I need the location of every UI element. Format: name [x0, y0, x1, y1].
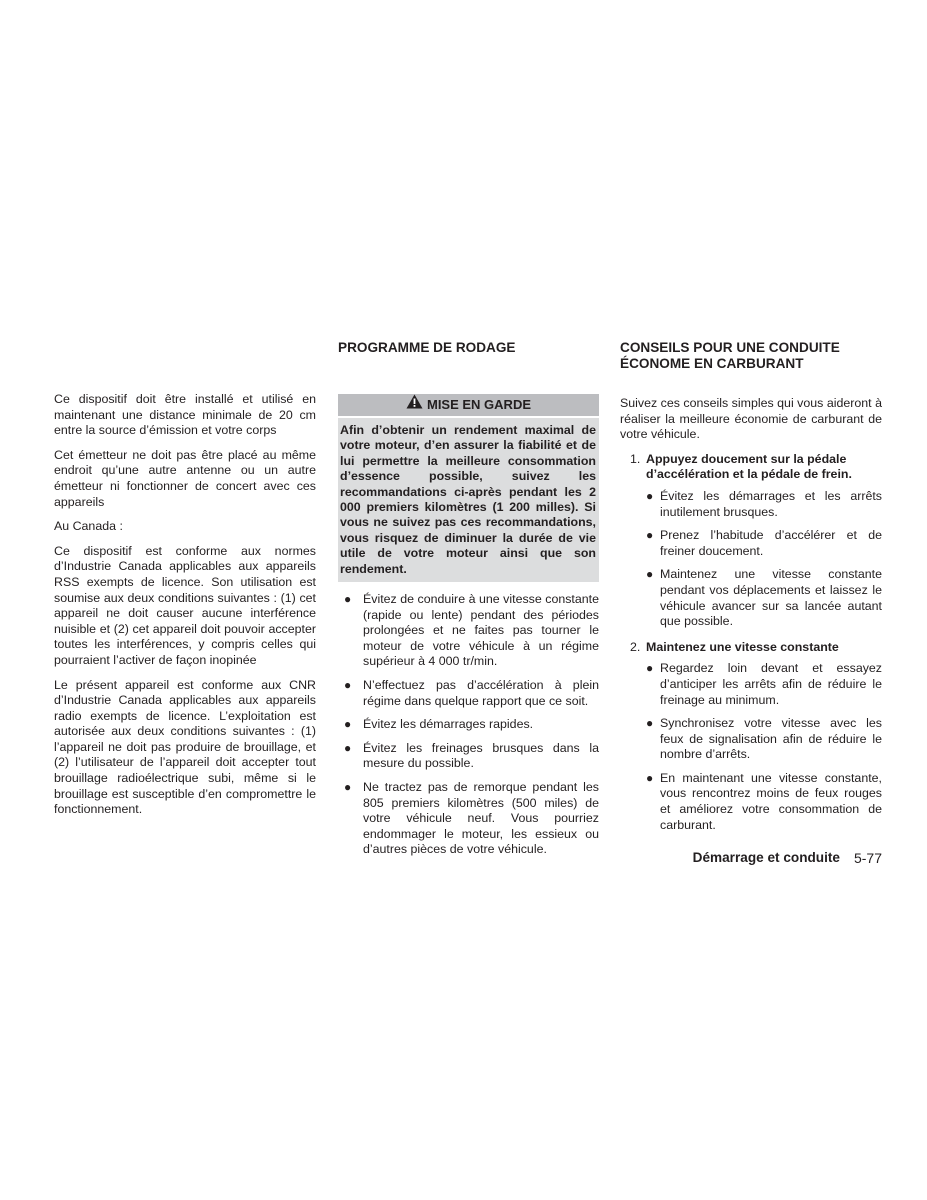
page-number: 5-77 — [853, 850, 882, 866]
bullet-icon: ● — [344, 740, 352, 755]
bullet-icon: ● — [646, 716, 654, 731]
list-item: ● En maintenant une vitesse constante, vous rencontrez moins de feux rouges et améliorez votre consommation de carburant. — [646, 770, 882, 832]
bullet-icon: ● — [646, 488, 654, 503]
bullet-icon: ● — [646, 567, 654, 582]
list-item: ● Synchronisez votre vitesse avec les feux de signalisation afin de réduire le nombre d’arrêts. — [646, 716, 882, 762]
paragraph: Le présent appareil est conforme aux CNR d’Industrie Canada applicables aux appareils radio exempts de licence. L’exploitation est autorisée aux deux conditions suivantes : (1) l’appareil ne doit pas produire de brouillage, et (2) l’utilisateur de l’appareil doit accepter tout brouillage radioélectrique subi, même si le brouillage est susceptible d’en compromettre le fonctionnement. — [54, 677, 316, 817]
left-column — [54, 392, 316, 827]
bullet-icon: ● — [646, 528, 654, 543]
bullet-icon: ● — [344, 592, 352, 607]
section-heading: CONSEILS POUR UNE CONDUITE ÉCONOME EN CARBURANT — [620, 340, 840, 371]
middle-column — [338, 340, 599, 866]
list-item: ● Évitez les démarrages et les arrêts inutilement brusques. — [646, 488, 882, 519]
warning-header — [338, 394, 599, 416]
numbered-item: 2. Maintenez une vitesse constante — [630, 639, 839, 654]
sub-list — [620, 661, 882, 833]
bullet-icon: ● — [344, 780, 352, 794]
rodage-list — [338, 592, 599, 858]
numbered-item: 1. Appuyez doucement sur la pédale d’accélération et la pédale de frein. — [630, 451, 852, 482]
bullet-icon: ● — [344, 678, 352, 693]
paragraph: Au Canada : — [54, 519, 123, 534]
list-item: ● Maintenez une vitesse constante pendant vos déplacements et laissez le véhicule avancer sur sa lancée autant que possible. — [646, 567, 882, 629]
intro-paragraph: Suivez ces conseils simples qui vous aideront à réaliser la meilleure économie de carburant de votre véhicule. — [620, 396, 882, 442]
list-item: ● Ne tractez pas de remorque pendant les 805 premiers kilomètres (500 miles) de votre véhicule neuf. Vous pourriez endommager le moteur, les essieux ou d’autres pièces de votre véhicule. — [344, 780, 599, 857]
paragraph: Ce dispositif doit être installé et utilisé en maintenant une distance minimale de 20 cm entre la source d’émission et votre corps — [54, 392, 316, 438]
warning-triangle-icon — [406, 394, 423, 416]
footer-section-title: Démarrage et conduite — [692, 850, 840, 865]
list-item: ● N’effectuez pas d’accélération à plein régime dans quelque rapport que ce soit. — [344, 678, 599, 708]
bullet-icon: ● — [646, 661, 654, 676]
paragraph: Cet émetteur ne doit pas être placé au même endroit qu’une autre antenne ou un autre émetteur ni fonctionner de concert avec ces appareils — [54, 447, 316, 509]
bullet-icon: ● — [344, 717, 352, 732]
warning-text: Afin d’obtenir un rendement maximal de votre moteur, d’en assurer la fiabilité et de lui permettre la meilleure consommation d’essence possible, suivez les recommandations ci-après pendant les 2 000 premiers kilomètres (1 200 milles). Si vous ne suivez pas ces recommandations, vous risquez de diminuer la durée de vie utile de votre moteur ainsi que son rendement. — [338, 418, 599, 582]
bullet-icon: ● — [646, 770, 654, 785]
warning-box — [338, 394, 599, 582]
right-column — [620, 340, 882, 843]
list-item: ● Évitez les démarrages rapides. — [344, 717, 534, 732]
page-footer — [693, 850, 882, 866]
warning-title: MISE EN GARDE — [426, 397, 531, 412]
list-item: ● Évitez les freinages brusques dans la mesure du possible. — [344, 740, 599, 771]
list-item: ● Évitez de conduire à une vitesse constante (rapide ou lente) pendant des périodes prolongées et ne faites pas tourner le moteur de votre véhicule à un régime supérieur à 4 000 tr/min. — [344, 592, 599, 669]
list-item: ● Regardez loin devant et essayez d’anticiper les arrêts afin de réduire le freinage au minimum. — [646, 661, 882, 707]
section-heading: PROGRAMME DE RODAGE — [338, 340, 516, 355]
sub-list — [620, 489, 882, 630]
paragraph: Ce dispositif est conforme aux normes d’Industrie Canada applicables aux appareils RSS exempts de licence. Son utilisation est soumise aux deux conditions suivantes : (1) cet appareil ne doit causer aucune interférence nuisible et (2) cet appareil doit pouvoir accepter toutes les interférences, y compris celles qui pourraient l’activer de façon inopinée — [54, 543, 316, 667]
list-item: ● Prenez l’habitude d’accélérer et de freiner doucement. — [646, 528, 882, 558]
